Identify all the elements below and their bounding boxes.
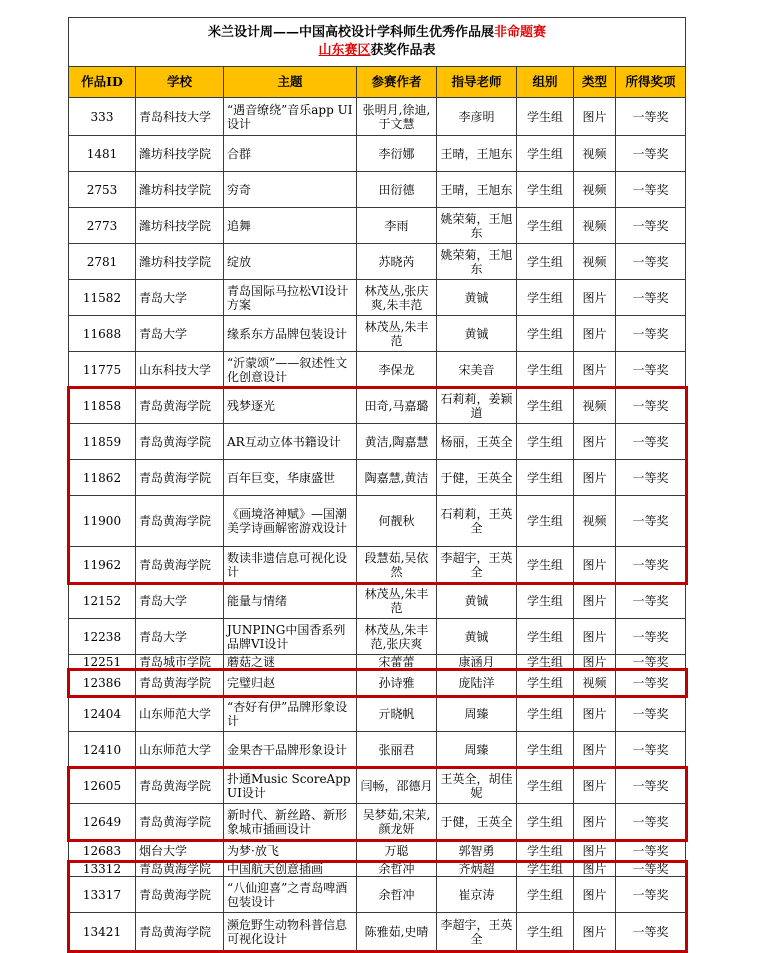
cell-author: 张丽君	[357, 732, 437, 768]
cell-type: 图片	[574, 655, 616, 670]
cell-teacher: 王晴，王旭东	[437, 172, 517, 208]
table-row	[69, 98, 686, 136]
table-row	[69, 280, 686, 316]
cell-type: 图片	[574, 804, 616, 840]
cell-author: 陈雅茹,史晴	[357, 913, 437, 951]
cell-teacher: 康涵月	[437, 655, 517, 670]
cell-award: 一等奖	[616, 768, 686, 804]
cell-theme: 追舞	[224, 208, 357, 244]
header-cell: 指导老师	[437, 67, 517, 98]
cell-teacher: 杨丽，王英全	[437, 424, 517, 460]
cell-award: 一等奖	[616, 208, 686, 244]
cell-group: 学生组	[517, 98, 574, 136]
cell-group: 学生组	[517, 547, 574, 583]
cell-group: 学生组	[517, 696, 574, 732]
cell-teacher: 黄铖	[437, 316, 517, 352]
cell-author: 孙诗雅	[357, 670, 437, 696]
cell-group: 学生组	[517, 862, 574, 877]
cell-author: 闫畅，邵德月	[357, 768, 437, 804]
cell-award: 一等奖	[616, 172, 686, 208]
cell-award: 一等奖	[616, 804, 686, 840]
cell-author: 黄洁,陶嘉慧	[357, 424, 437, 460]
cell-id: 13421	[69, 913, 136, 951]
cell-teacher: 姚荣菊，王旭东	[437, 208, 517, 244]
table-row	[69, 496, 686, 547]
cell-id: 11582	[69, 280, 136, 316]
cell-author: 苏晓芮	[357, 244, 437, 280]
cell-type: 图片	[574, 877, 616, 913]
cell-teacher: 周臻	[437, 696, 517, 732]
cell-teacher: 郭智勇	[437, 840, 517, 862]
cell-teacher: 王晴，王旭东	[437, 136, 517, 172]
cell-author: 林茂丛,朱丰范	[357, 583, 437, 619]
awards-table	[68, 17, 686, 951]
cell-award: 一等奖	[616, 424, 686, 460]
cell-teacher: 黄铖	[437, 619, 517, 655]
cell-school: 青岛大学	[136, 316, 224, 352]
cell-school: 青岛黄海学院	[136, 460, 224, 496]
cell-theme: 扑通Music ScoreApp UI设计	[224, 768, 357, 804]
table-row	[69, 768, 686, 804]
cell-school: 青岛科技大学	[136, 98, 224, 136]
cell-author: 田奇,马嘉璐	[357, 388, 437, 424]
table-row	[69, 316, 686, 352]
cell-school: 青岛大学	[136, 619, 224, 655]
cell-theme: 合群	[224, 136, 357, 172]
cell-id: 12605	[69, 768, 136, 804]
cell-school: 山东师范大学	[136, 732, 224, 768]
cell-theme: 百年巨变，华康盛世	[224, 460, 357, 496]
cell-school: 青岛大学	[136, 583, 224, 619]
cell-group: 学生组	[517, 136, 574, 172]
cell-theme: 为梦·放飞	[224, 840, 357, 862]
cell-award: 一等奖	[616, 496, 686, 547]
cell-teacher: 庞陆洋	[437, 670, 517, 696]
cell-award: 一等奖	[616, 877, 686, 913]
title-text-category: 非命题赛	[494, 25, 547, 40]
cell-id: 11775	[69, 352, 136, 388]
cell-teacher: 于健，王英全	[437, 804, 517, 840]
cell-school: 青岛黄海学院	[136, 388, 224, 424]
cell-group: 学生组	[517, 840, 574, 862]
table-row	[69, 136, 686, 172]
cell-type: 视频	[574, 244, 616, 280]
cell-award: 一等奖	[616, 840, 686, 862]
cell-award: 一等奖	[616, 862, 686, 877]
table-row	[69, 655, 686, 670]
cell-id: 11962	[69, 547, 136, 583]
cell-type: 视频	[574, 208, 616, 244]
cell-type: 图片	[574, 732, 616, 768]
cell-group: 学生组	[517, 496, 574, 547]
cell-group: 学生组	[517, 804, 574, 840]
cell-award: 一等奖	[616, 670, 686, 696]
cell-school: 青岛黄海学院	[136, 547, 224, 583]
cell-author: 林茂丛,朱丰范	[357, 316, 437, 352]
cell-theme: 完璧归赵	[224, 670, 357, 696]
table-row	[69, 244, 686, 280]
cell-type: 视频	[574, 172, 616, 208]
cell-type: 图片	[574, 840, 616, 862]
cell-school: 青岛黄海学院	[136, 913, 224, 951]
title-text-main: 米兰设计周——中国高校设计学科师生优秀作品展	[208, 25, 495, 40]
cell-group: 学生组	[517, 352, 574, 388]
header-cell: 主题	[224, 67, 357, 98]
cell-group: 学生组	[517, 244, 574, 280]
cell-theme: 《画境洛神赋》—国潮美学诗画解密游戏设计	[224, 496, 357, 547]
cell-author: 亓晓帆	[357, 696, 437, 732]
cell-theme: “遇音缭绕”音乐app UI设计	[224, 98, 357, 136]
cell-theme: 穷奇	[224, 172, 357, 208]
cell-school: 潍坊科技学院	[136, 136, 224, 172]
cell-award: 一等奖	[616, 460, 686, 496]
cell-id: 2773	[69, 208, 136, 244]
cell-teacher: 李彦明	[437, 98, 517, 136]
cell-group: 学生组	[517, 388, 574, 424]
cell-theme: 中国航天创意插画	[224, 862, 357, 877]
cell-id: 2753	[69, 172, 136, 208]
cell-type: 图片	[574, 696, 616, 732]
table-row	[69, 619, 686, 655]
header-cell: 类型	[574, 67, 616, 98]
cell-type: 视频	[574, 496, 616, 547]
cell-group: 学生组	[517, 316, 574, 352]
cell-teacher: 李超宇，王英全	[437, 547, 517, 583]
cell-teacher: 周臻	[437, 732, 517, 768]
table-row	[69, 862, 686, 877]
cell-id: 11859	[69, 424, 136, 460]
cell-type: 图片	[574, 583, 616, 619]
cell-school: 青岛黄海学院	[136, 768, 224, 804]
cell-author: 林茂丛,张庆爽,朱丰范	[357, 280, 437, 316]
cell-id: 1481	[69, 136, 136, 172]
cell-id: 12683	[69, 840, 136, 862]
cell-id: 12649	[69, 804, 136, 840]
cell-id: 13312	[69, 862, 136, 877]
cell-teacher: 齐炳超	[437, 862, 517, 877]
header-row	[69, 67, 686, 98]
cell-teacher: 姚荣菊，王旭东	[437, 244, 517, 280]
table-row	[69, 424, 686, 460]
table-row	[69, 547, 686, 583]
cell-theme: 能量与情绪	[224, 583, 357, 619]
cell-teacher: 黄铖	[437, 583, 517, 619]
cell-award: 一等奖	[616, 619, 686, 655]
cell-theme: 缘系东方品牌包装设计	[224, 316, 357, 352]
cell-award: 一等奖	[616, 696, 686, 732]
cell-teacher: 于健，王英全	[437, 460, 517, 496]
cell-id: 12404	[69, 696, 136, 732]
cell-group: 学生组	[517, 208, 574, 244]
cell-author: 李衍娜	[357, 136, 437, 172]
cell-type: 图片	[574, 768, 616, 804]
cell-group: 学生组	[517, 877, 574, 913]
table-row	[69, 670, 686, 696]
cell-award: 一等奖	[616, 136, 686, 172]
cell-author: 田衍德	[357, 172, 437, 208]
cell-group: 学生组	[517, 768, 574, 804]
cell-school: 山东科技大学	[136, 352, 224, 388]
cell-theme: 蘑菇之谜	[224, 655, 357, 670]
cell-group: 学生组	[517, 913, 574, 951]
cell-type: 图片	[574, 280, 616, 316]
cell-award: 一等奖	[616, 388, 686, 424]
cell-id: 12152	[69, 583, 136, 619]
cell-teacher: 石莉莉，王英全	[437, 496, 517, 547]
cell-teacher: 李超宇，王英全	[437, 913, 517, 951]
cell-award: 一等奖	[616, 732, 686, 768]
cell-award: 一等奖	[616, 244, 686, 280]
cell-group: 学生组	[517, 172, 574, 208]
cell-id: 11900	[69, 496, 136, 547]
header-cell: 作品ID	[69, 67, 136, 98]
cell-school: 青岛城市学院	[136, 655, 224, 670]
cell-school: 山东师范大学	[136, 696, 224, 732]
cell-school: 青岛黄海学院	[136, 670, 224, 696]
cell-type: 图片	[574, 862, 616, 877]
cell-id: 11862	[69, 460, 136, 496]
cell-school: 潍坊科技学院	[136, 244, 224, 280]
cell-author: 李保龙	[357, 352, 437, 388]
table-row	[69, 840, 686, 862]
cell-author: 张明月,徐迪,于文慧	[357, 98, 437, 136]
table-row	[69, 913, 686, 951]
cell-author: 陶嘉慧,黄洁	[357, 460, 437, 496]
cell-teacher: 石莉莉，姜颖道	[437, 388, 517, 424]
cell-author: 李雨	[357, 208, 437, 244]
title-text-suffix: 获奖作品表	[370, 43, 436, 58]
cell-group: 学生组	[517, 732, 574, 768]
cell-type: 视频	[574, 670, 616, 696]
cell-school: 青岛黄海学院	[136, 877, 224, 913]
cell-school: 烟台大学	[136, 840, 224, 862]
cell-author: 何靓秋	[357, 496, 437, 547]
table-row	[69, 696, 686, 732]
cell-id: 12410	[69, 732, 136, 768]
cell-award: 一等奖	[616, 316, 686, 352]
cell-group: 学生组	[517, 280, 574, 316]
cell-school: 潍坊科技学院	[136, 208, 224, 244]
cell-school: 青岛黄海学院	[136, 496, 224, 547]
cell-type: 图片	[574, 460, 616, 496]
cell-id: 12386	[69, 670, 136, 696]
table-row	[69, 352, 686, 388]
cell-teacher: 崔京涛	[437, 877, 517, 913]
cell-group: 学生组	[517, 583, 574, 619]
cell-school: 潍坊科技学院	[136, 172, 224, 208]
cell-theme: “沂蒙颂”——叙述性文化创意设计	[224, 352, 357, 388]
table-row	[69, 877, 686, 913]
cell-author: 段慧茹,吴依然	[357, 547, 437, 583]
cell-award: 一等奖	[616, 547, 686, 583]
cell-type: 图片	[574, 619, 616, 655]
cell-theme: “八仙迎喜”之青岛啤酒包装设计	[224, 877, 357, 913]
table-row	[69, 460, 686, 496]
cell-teacher: 王英全，胡佳妮	[437, 768, 517, 804]
cell-award: 一等奖	[616, 98, 686, 136]
table-body	[69, 18, 686, 951]
cell-author: 万聪	[357, 840, 437, 862]
title-text-region: 山东赛区	[318, 43, 371, 58]
cell-author: 余哲冲	[357, 862, 437, 877]
cell-award: 一等奖	[616, 583, 686, 619]
table-row	[69, 804, 686, 840]
cell-theme: 濒危野生动物科普信息可视化设计	[224, 913, 357, 951]
header-cell: 所得奖项	[616, 67, 686, 98]
cell-type: 图片	[574, 913, 616, 951]
cell-theme: 数读非遗信息可视化设计	[224, 547, 357, 583]
cell-id: 11688	[69, 316, 136, 352]
table-title	[69, 18, 686, 67]
cell-theme: 金果杏干品牌形象设计	[224, 732, 357, 768]
cell-author: 余哲冲	[357, 877, 437, 913]
cell-type: 图片	[574, 316, 616, 352]
header-cell: 参赛作者	[357, 67, 437, 98]
cell-school: 青岛黄海学院	[136, 804, 224, 840]
cell-award: 一等奖	[616, 655, 686, 670]
table-row	[69, 172, 686, 208]
cell-id: 13317	[69, 877, 136, 913]
cell-author: 吴梦茹,宋茉,颜龙妍	[357, 804, 437, 840]
cell-school: 青岛黄海学院	[136, 862, 224, 877]
cell-award: 一等奖	[616, 913, 686, 951]
cell-group: 学生组	[517, 424, 574, 460]
cell-theme: AR互动立体书籍设计	[224, 424, 357, 460]
cell-theme: JUNPING中国香系列品牌VI设计	[224, 619, 357, 655]
cell-theme: “杏好有伊”品牌形象设计	[224, 696, 357, 732]
cell-group: 学生组	[517, 460, 574, 496]
cell-id: 12238	[69, 619, 136, 655]
cell-theme: 残梦逐光	[224, 388, 357, 424]
cell-group: 学生组	[517, 670, 574, 696]
cell-award: 一等奖	[616, 280, 686, 316]
cell-teacher: 黄铖	[437, 280, 517, 316]
cell-id: 333	[69, 98, 136, 136]
cell-type: 视频	[574, 136, 616, 172]
cell-theme: 青岛国际马拉松VI设计方案	[224, 280, 357, 316]
cell-theme: 新时代、新丝路、新形象城市插画设计	[224, 804, 357, 840]
cell-award: 一等奖	[616, 352, 686, 388]
cell-author: 林茂丛,朱丰范,张庆爽	[357, 619, 437, 655]
cell-type: 视频	[574, 388, 616, 424]
cell-id: 11858	[69, 388, 136, 424]
cell-school: 青岛黄海学院	[136, 424, 224, 460]
cell-group: 学生组	[517, 619, 574, 655]
cell-type: 图片	[574, 547, 616, 583]
table-row	[69, 583, 686, 619]
cell-id: 2781	[69, 244, 136, 280]
table-row	[69, 732, 686, 768]
header-cell: 组别	[517, 67, 574, 98]
cell-type: 图片	[574, 352, 616, 388]
table-row	[69, 208, 686, 244]
cell-type: 图片	[574, 98, 616, 136]
cell-teacher: 宋美音	[437, 352, 517, 388]
cell-group: 学生组	[517, 655, 574, 670]
cell-type: 图片	[574, 424, 616, 460]
cell-author: 宋蕾蕾	[357, 655, 437, 670]
cell-school: 青岛大学	[136, 280, 224, 316]
cell-id: 12251	[69, 655, 136, 670]
cell-theme: 绽放	[224, 244, 357, 280]
table-row	[69, 388, 686, 424]
header-cell: 学校	[136, 67, 224, 98]
title-row	[69, 18, 686, 67]
